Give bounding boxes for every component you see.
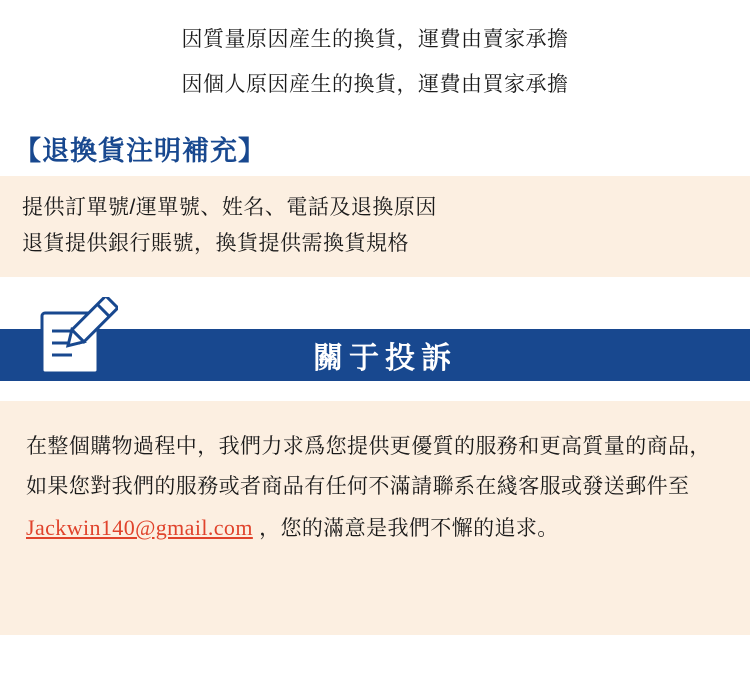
policy-line: 因質量原因産生的換貨，運費由賣家承擔 bbox=[181, 28, 569, 51]
note-line: 退貨提供銀行賬號，換貨提供需換貨規格 bbox=[22, 231, 409, 255]
complaint-banner-wrap bbox=[0, 329, 750, 391]
return-policy-lines bbox=[0, 0, 750, 107]
complaint-body-pre: 在整個購物過程中，我們力求爲您提供更優質的服務和更高質量的商品，如果您對我們的服務或者商品有任何不滿請聯系在綫客服或發送郵件至 bbox=[26, 435, 711, 499]
pencil-edit-icon bbox=[34, 297, 118, 381]
complaint-body-text bbox=[26, 427, 730, 549]
note-box bbox=[0, 176, 750, 277]
complaint-body-box bbox=[0, 401, 750, 635]
support-email-link[interactable]: Jackwin140@gmail.com bbox=[26, 515, 253, 541]
note-line: 提供訂單號/運單號、姓名、電話及退換原因 bbox=[22, 196, 437, 220]
note-section-heading: 【退換貨注明補充】 bbox=[14, 136, 266, 167]
complaint-body-post: ，您的滿意是我們不懈的追求。 bbox=[252, 517, 559, 541]
complaint-banner-title: 關于投訴 bbox=[313, 342, 457, 376]
policy-line: 因個人原因産生的換貨，運費由買家承擔 bbox=[181, 72, 569, 96]
